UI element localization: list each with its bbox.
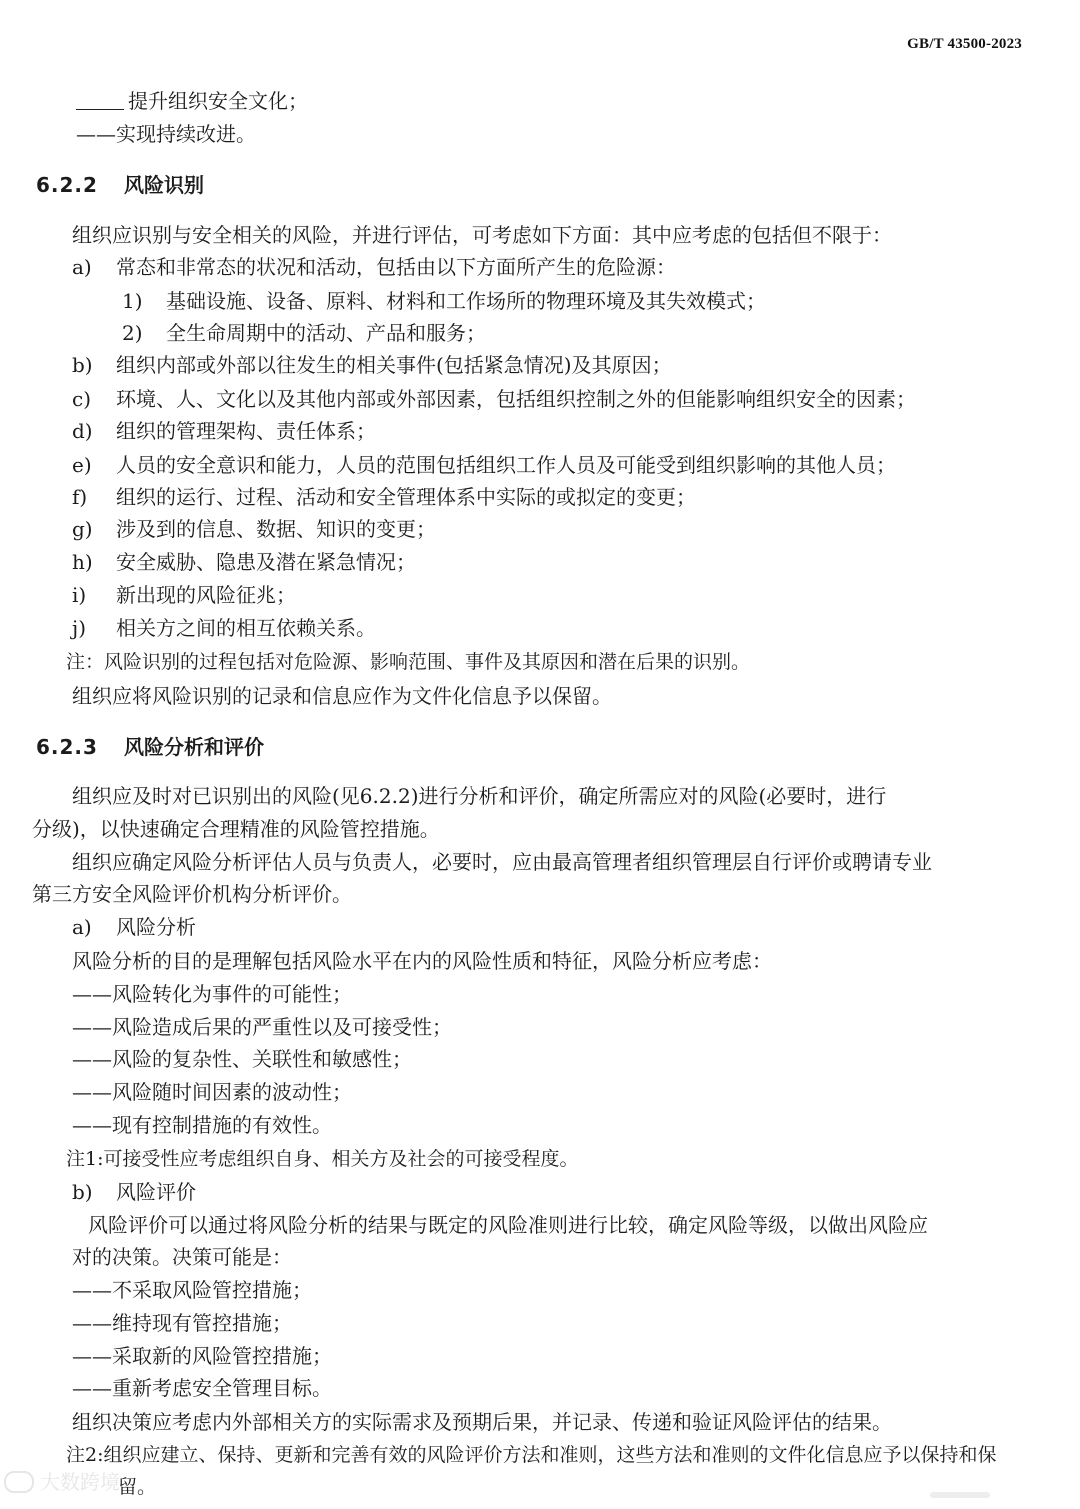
section-number: 6.2.2 <box>36 173 98 197</box>
standard-number: GB/T 43500-2023 <box>907 36 1022 52</box>
list-label: 1) <box>122 289 143 313</box>
subsection-title: 风险评价 <box>116 1180 196 1204</box>
list-item-i <box>72 580 296 610</box>
paragraph: 组织决策应考虑内外部相关方的实际需求及预期后果，并记录、传递和验证风险评估的结果。 <box>72 1410 892 1434</box>
list-item <box>76 86 308 116</box>
list-item-h <box>72 547 416 577</box>
sub-item-2 <box>122 318 486 348</box>
list-item-text: 提升组织安全文化； <box>128 89 308 113</box>
paragraph: 组织应识别与安全相关的风险，并进行评估，可考虑如下方面：其中应考虑的包括但不限于： <box>72 223 892 247</box>
list-item-a <box>72 252 676 282</box>
dash-item: ——重新考虑安全管理目标。 <box>72 1376 332 1400</box>
section-heading-6-2-3 <box>36 732 264 762</box>
watermark <box>0 1462 160 1502</box>
list-item-j <box>72 613 376 643</box>
list-item-b <box>72 350 672 380</box>
list-item-f <box>72 482 696 512</box>
note: 注：风险识别的过程包括对危险源、影响范围、事件及其原因和潜在后果的识别。 <box>66 651 751 673</box>
list-text: 环境、人、文化以及其他内部或外部因素，包括组织控制之外的但能影响组织安全的因素； <box>116 387 916 411</box>
list-text: 常态和非常态的状况和活动，包括由以下方面所产生的危险源： <box>116 255 676 279</box>
dash-item: ——采取新的风险管控措施； <box>72 1344 332 1368</box>
note-1: 注1:可接受性应考虑组织自身、相关方及社会的可接受程度。 <box>66 1148 579 1170</box>
paragraph: 组织应将风险识别的记录和信息应作为文件化信息予以保留。 <box>72 684 612 708</box>
section-heading-6-2-2 <box>36 170 204 200</box>
list-text: 组织的运行、过程、活动和安全管理体系中实际的或拟定的变更； <box>116 485 696 509</box>
list-text: 涉及到的信息、数据、知识的变更； <box>116 517 436 541</box>
paragraph-line: 第三方安全风险评价机构分析评价。 <box>32 882 352 906</box>
paragraph-line: 对的决策。决策可能是： <box>72 1245 292 1269</box>
subsection-b <box>72 1177 196 1207</box>
fill-blank <box>76 87 124 110</box>
list-text: 基础设施、设备、原料、材料和工作场所的物理环境及其失效模式； <box>166 289 766 313</box>
paragraph-line: 分级)，以快速确定合理精准的风险管控措施。 <box>32 817 440 841</box>
list-text: 安全威胁、隐患及潜在紧急情况； <box>116 550 416 574</box>
dash-item: ——风险造成后果的严重性以及可接受性； <box>72 1015 452 1039</box>
list-item-g <box>72 514 436 544</box>
dash-item: ——风险的复杂性、关联性和敏感性； <box>72 1047 412 1071</box>
corner-mark <box>930 1492 990 1498</box>
list-text: 全生命周期中的活动、产品和服务； <box>166 321 486 345</box>
list-text: 组织的管理架构、责任体系； <box>116 419 376 443</box>
paragraph-line: 组织应及时对已识别出的风险(见6.2.2)进行分析和评价，确定所需应对的风险(必要时，进行 <box>72 784 887 808</box>
dash-item: ——维持现有管控措施； <box>72 1311 292 1335</box>
list-label: d) <box>72 419 93 443</box>
list-text: 组织内部或外部以往发生的相关事件(包括紧急情况)及其原因； <box>116 353 672 377</box>
subsection-title: 风险分析 <box>116 915 196 939</box>
paragraph: 风险分析的目的是理解包括风险水平在内的风险性质和特征，风险分析应考虑： <box>72 949 772 973</box>
list-label: b) <box>72 1180 93 1204</box>
list-label: f) <box>72 485 88 509</box>
note-2-continued: 留。 <box>118 1476 157 1498</box>
list-text: 新出现的风险征兆； <box>116 583 296 607</box>
list-label: j) <box>72 616 87 640</box>
list-item-c <box>72 384 916 414</box>
dash-item: ——现有控制措施的有效性。 <box>72 1113 332 1137</box>
section-title: 风险分析和评价 <box>124 735 264 759</box>
note-2: 注2:组织应建立、保持、更新和完善有效的风险评价方法和准则，这些方法和准则的文件化信息应予以保持和保 <box>66 1444 997 1466</box>
list-label: i) <box>72 583 87 607</box>
dash-item: ——风险转化为事件的可能性； <box>72 982 352 1006</box>
subsection-a <box>72 912 196 942</box>
section-title: 风险识别 <box>124 173 204 197</box>
list-label: c) <box>72 387 92 411</box>
list-label: 2) <box>122 321 143 345</box>
list-text: 相关方之间的相互依赖关系。 <box>116 616 376 640</box>
chat-bubble-icon <box>4 1471 34 1493</box>
dash-item: ——不采取风险管控措施； <box>72 1278 312 1302</box>
paragraph-line: 风险评价可以通过将风险分析的结果与既定的风险准则进行比较，确定风险等级，以做出风险应 <box>88 1213 928 1237</box>
sub-item-1 <box>122 286 766 316</box>
list-label: e) <box>72 453 92 477</box>
dash-item: ——风险随时间因素的波动性； <box>72 1080 352 1104</box>
list-label: b) <box>72 353 93 377</box>
list-text: 人员的安全意识和能力，人员的范围包括组织工作人员及可能受到组织影响的其他人员； <box>116 453 896 477</box>
list-label: g) <box>72 517 93 541</box>
paragraph-line: 组织应确定风险分析评估人员与负责人，必要时，应由最高管理者组织管理层自行评价或聘请专业 <box>72 850 932 874</box>
list-label: h) <box>72 550 93 574</box>
list-label: a) <box>72 915 92 939</box>
watermark-text: 大数跨境 <box>40 1470 120 1494</box>
section-number: 6.2.3 <box>36 735 98 759</box>
list-item-e <box>72 450 896 480</box>
list-item-d <box>72 416 376 446</box>
list-item: ——实现持续改进。 <box>76 122 256 146</box>
list-label: a) <box>72 255 92 279</box>
